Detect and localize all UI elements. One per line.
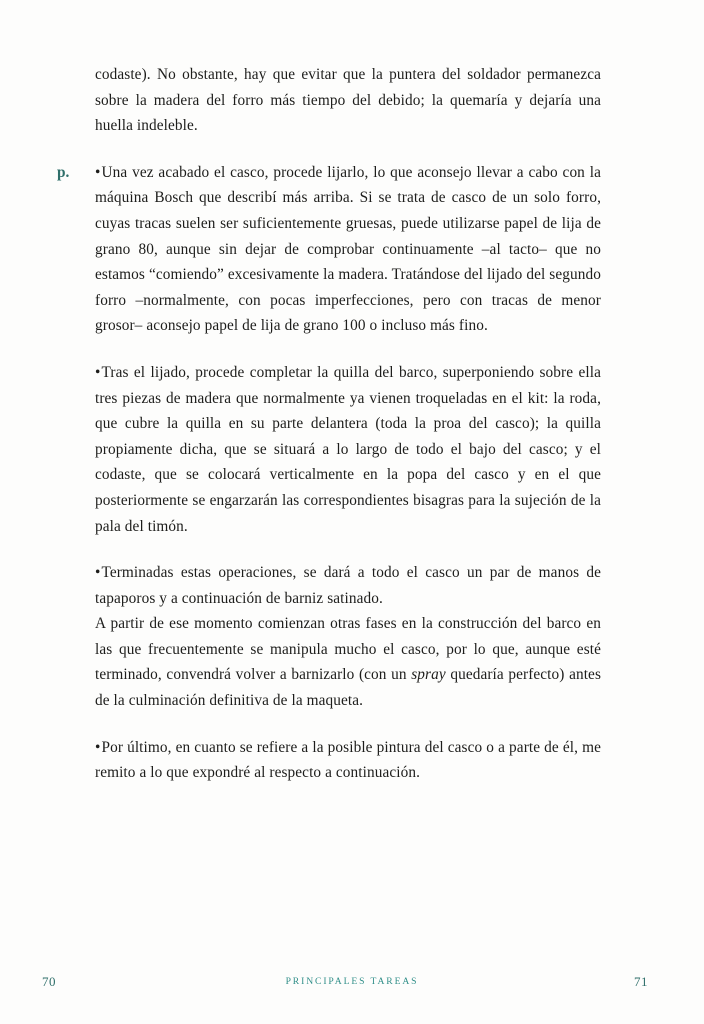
folio-left: 70 [42, 974, 56, 989]
paragraph-body: Tras el lijado, procede completar la quilla del barco, superponiendo sobre ella tres piezas de madera que normalmente ya vienen troqueladas en el kit: la roda, que cubre la quilla en su parte delantera (toda la proa del casco); la quilla propiamente dicha, que se situará a lo largo de todo el bajo del casco; y el codaste, que se colocará verticalmente en la popa del casco y en el que posteriormente se engarzarán las correspondientes bisagras para la sujeción de la pala del timón. [95, 363, 601, 535]
section-marker: p. [57, 163, 70, 181]
paragraph-body: Por último, en cuanto se refiere a la posible pintura del casco o a parte de él, me remito a lo que expondré al respecto a continuación. [95, 738, 601, 782]
bullet-glyph: • [95, 363, 101, 381]
bullet-glyph: • [95, 738, 101, 756]
running-head: PRINCIPALES TAREAS [285, 976, 419, 987]
text-column [57, 62, 601, 807]
folio-right: 71 [634, 974, 648, 989]
paragraph-text [95, 360, 601, 539]
paragraph-block [95, 735, 601, 786]
paragraph-block [95, 560, 601, 611]
paragraph-text: codaste). No obstante, hay que evitar que la puntera del soldador permanezca sobre la madera del forro más tiempo del debido; la quemaría y dejaría una huella indeleble. [95, 66, 601, 135]
italic-term: spray [411, 666, 446, 684]
paragraph-body: Terminadas estas operaciones, se dará a todo el casco un par de manos de tapaporos y a continuación de barniz satinado. [95, 564, 601, 607]
bullet-glyph: • [95, 564, 101, 582]
paragraph-body-lead: A partir de ese momento comienzan otras fases en la construcción del barco en las que frecuentemente se manipula mucho el casco, por lo que, aunque esté terminado, convendrá volver a barnizarlo (con un [95, 615, 601, 684]
paragraph-block [95, 611, 601, 713]
paragraph-text [95, 735, 601, 786]
page-footer [0, 974, 704, 994]
paragraph-text [95, 560, 601, 611]
paragraph-block-marked [57, 160, 601, 339]
bullet-glyph: • [95, 163, 101, 181]
paragraph-text [95, 160, 601, 339]
paragraph-text [95, 611, 601, 713]
paragraph-block [95, 360, 601, 539]
paragraph-body-tail: quedaría perfecto) antes de la culminación definitiva de la maqueta. [95, 666, 601, 710]
paragraph-body: Una vez acabado el casco, procede lijarlo, lo que aconsejo llevar a cabo con la máquina Bosch que describí más arriba. Si se trata de casco de un solo forro, cuyas tracas suelen ser suficientemente gruesas, puede utilizarse papel de lija de grano 80, aunque sin dejar de comprobar continuamente –al tacto– que no estamos “comiendo” excesivamente la madera. Tratándose del lijado del segundo forro –normalmente, con pocas imperfecciones, pero con tracas de menor grosor– aconsejo papel de lija de grano 100 o incluso más fino. [95, 163, 601, 335]
paragraph-block [95, 62, 601, 139]
